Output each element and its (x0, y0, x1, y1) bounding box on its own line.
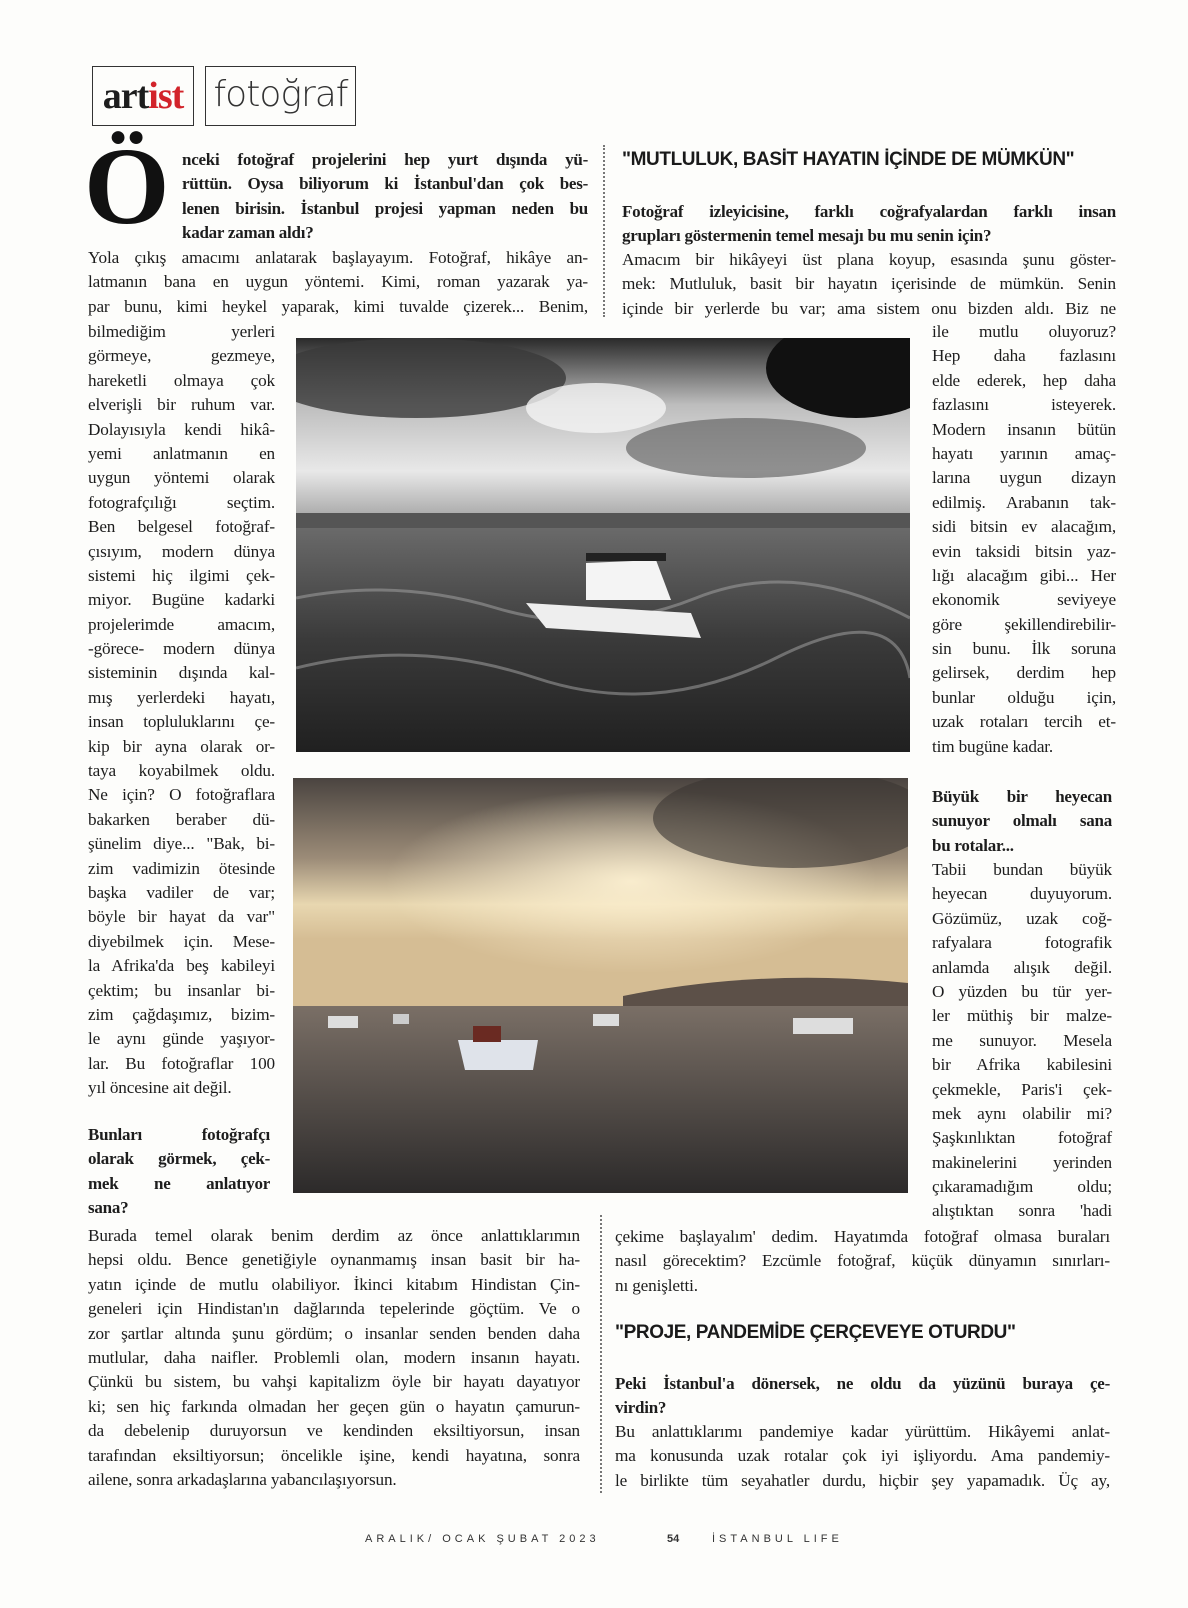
question-text (88, 1123, 270, 1221)
text-line: nceki fotoğraf projelerini hep yurt dışında yü- (182, 150, 588, 169)
text-line: hayatı yarının amaç- (932, 443, 1116, 463)
text-line: Çünkü bu sistem, bu vahşi kapitalizm öyle bir hayatı dayatıyor (88, 1372, 580, 1392)
text-line: alıştıktan sonra 'hadi (932, 1201, 1112, 1221)
text-line: mutlular, daha naifler. Problemli olan, modern insanın hayatı. (88, 1347, 580, 1367)
text-line: çektim; bu insanlar bi- (88, 980, 275, 1000)
text-line: grupları göstermenin temel mesajı bu mu senin için? (622, 226, 992, 246)
text-line: bilmediğim yerleri (88, 322, 275, 341)
text-line: yıl öncesine ait değil. (88, 1078, 232, 1098)
text-line: larına uygun dizayn (932, 468, 1116, 488)
text-line: elde ederek, hep daha (932, 370, 1116, 390)
text-line: sidi bitsin ev alacağım, (932, 517, 1116, 537)
text-line: da debelenip duruyorsun ve kendinden eksiltiyorsun, insan (88, 1421, 580, 1441)
text-line: kip bir ayna olarak or- (88, 736, 275, 756)
text-line: Hep daha fazlasını (932, 346, 1116, 366)
section-tag-artist (92, 66, 194, 126)
text-line: Amacım bir hikâyeyi üst plana koyup, esasında şunu göster- (622, 250, 1116, 269)
text-line: ile mutlu oluyoruz? (932, 322, 1116, 341)
text-line: sana? (88, 1198, 129, 1218)
text-line: bakarken beraber dü- (88, 809, 275, 829)
text-line: ki; sen hiç farkında olmadan her geçen gün o hayatın çamurun- (88, 1396, 580, 1416)
text-line: Burada temel olarak benim derdim az önce anlattıklarımın (88, 1226, 580, 1245)
text-line: makinelerini yerinden (932, 1152, 1112, 1172)
photo-stormy-bosphorus-boat (296, 338, 910, 752)
paragraph-text (88, 320, 275, 1101)
text-line: Gözümüz, uzak coğ- (932, 908, 1112, 928)
text-line: le aynı günde yaşıyor- (88, 1029, 275, 1049)
paragraph-text (88, 1224, 580, 1492)
text-line: diyebilmek için. Mese- (88, 931, 275, 951)
text-line: -görece- modern dünya (88, 639, 275, 659)
text-line: mek: Mutluluk, basit bir hayatın içerisinde de mümkün. Senin (622, 274, 1116, 294)
text-line: zim vadimizin ötesinde (88, 858, 275, 878)
text-line: sistemi hiç ilgimi çek- (88, 565, 275, 585)
text-line: Dolayısıyla kendi hikâ- (88, 419, 275, 439)
question-text (932, 785, 1112, 858)
text-line: le birlikte tüm seyahatler durdu, hiçbir şey yapamadık. Üç ay, (615, 1470, 1110, 1490)
text-line: edilmiş. Arabanın tak- (932, 492, 1116, 512)
text-line: fazlasını isteyerek. (932, 395, 1116, 415)
text-line: yatın içinde de mutlu olabiliyor. İkinci kitabım Hindistan Çin- (88, 1274, 580, 1294)
text-line: böyle bir hayat da var" (88, 907, 275, 927)
text-line: uzak rotaları tercih et- (932, 712, 1116, 732)
text-line: Modern insanın bütün (932, 419, 1116, 439)
text-line: lığı alacağım gibi... Her (932, 565, 1116, 585)
text-line: elverişli bir ruhum var. (88, 395, 275, 415)
question-text (615, 1372, 1110, 1421)
text-line: Yola çıkış amacımı anlatarak başlayayım. Fotoğraf, hikâye an- (88, 248, 588, 267)
text-line: rafyalara fotografik (932, 933, 1112, 953)
text-line: bir Afrika kabilesini (932, 1055, 1112, 1075)
text-line: projelerimde amacım, (88, 614, 275, 634)
text-line: ailene, sonra arkadaşlarına yabancılaşıyorsun. (88, 1469, 397, 1489)
text-line: kadar zaman aldı? (182, 223, 314, 243)
column-divider (603, 145, 605, 317)
text-line: hareketli olmaya çok (88, 370, 275, 390)
text-line: tarafından eksiltiyorsun; öncelikle işine, kendi hayatına, sonra (88, 1445, 580, 1465)
text-line: nı genişletti. (615, 1275, 698, 1295)
photo-sunset-bosphorus-boats (293, 778, 908, 1193)
text-line: mek ne anlatıyor (88, 1173, 270, 1193)
paragraph-text (932, 320, 1116, 759)
text-line: mış yerlerdeki hayatı, (88, 687, 275, 707)
footer-issue: ARALIK/ OCAK ŞUBAT 2023 (365, 1533, 600, 1545)
text-line: lar. Bu fotoğraflar 100 (88, 1053, 275, 1073)
text-line: heyecan duyuyorum. (932, 884, 1112, 904)
text-line: ma konusunda uzak rotalar çok iyi işliyordu. Ama pandemiy- (615, 1446, 1110, 1466)
photo-sunset-image (293, 778, 908, 1193)
text-line: virdin? (615, 1398, 667, 1418)
text-line: çekmekle, Paris'i çek- (932, 1079, 1112, 1099)
text-line: tim bugüne kadar. (932, 736, 1054, 756)
text-line: ekonomik seviyeye (932, 590, 1116, 610)
text-line: uygun yöntemi olarak (88, 468, 275, 488)
question-text (182, 148, 588, 246)
text-line: zor şartlar altında şunu gördüm; o insanlar senden benden daha (88, 1323, 580, 1343)
text-line: çısıyım, modern dünya (88, 541, 275, 561)
text-line: sin bunu. İlk soruna (932, 639, 1116, 659)
drop-cap: Ö (84, 125, 170, 247)
text-line: nasıl görecektim? Ezcümle fotoğraf, küçük dünyamın sınırları- (615, 1251, 1110, 1271)
text-line: miyor. Bugüne kadarki (88, 590, 275, 610)
text-line: latmanın bana en uygun yöntemi. Kimi, roman yazarak ya- (88, 272, 588, 292)
column-divider (600, 1215, 602, 1493)
page-number: 54 (667, 1533, 680, 1545)
text-line: fotografçılığı seçtim. (88, 492, 275, 512)
section-heading: "PROJE, PANDEMİDE ÇERÇEVEYE OTURDU" (615, 1322, 1016, 1343)
text-line: olarak görmek, çek- (88, 1149, 270, 1169)
paragraph-text (615, 1225, 1110, 1298)
paragraph-text (932, 858, 1112, 1224)
section-tag-text: art (102, 75, 149, 117)
text-line: Ne için? O fotoğraflara (88, 785, 275, 805)
text-line: sisteminin dışında kal- (88, 663, 275, 683)
question-text (622, 200, 1116, 249)
text-line: Şaşkınlıktan fotoğraf (932, 1128, 1112, 1148)
text-line: insan topluluklarını çe- (88, 712, 275, 732)
text-line: başka vadiler de var; (88, 882, 275, 902)
text-line: Tabii bundan büyük (932, 860, 1112, 879)
text-line: par bunu, kimi heykel yaparak, kimi tuvalde çizerek... Benim, (88, 296, 588, 316)
text-line: me sunuyor. Mesela (932, 1030, 1112, 1050)
section-tag-category: fotoğraf (205, 66, 356, 126)
text-line: Büyük bir heyecan (932, 787, 1112, 806)
text-line: görmeye, gezmeye, (88, 346, 275, 366)
text-line: hepsi oldu. Bence genetiğiyle oynanmamış insan basit bir ha- (88, 1250, 580, 1270)
text-line: rüttün. Oysa biliyorum ki İstanbul'dan çok bes- (182, 174, 588, 194)
text-line: anlamda alışık değil. (932, 957, 1112, 977)
text-line: evin taksidi bitsin yaz- (932, 541, 1116, 561)
text-line: ler müthiş bir malze- (932, 1006, 1112, 1026)
text-line: Peki İstanbul'a dönersek, ne oldu da yüzünü buraya çe- (615, 1374, 1110, 1393)
photo-stormy-image (296, 338, 910, 752)
text-line: çekime başlayalım' dedim. Hayatımda fotoğraf olmasa buraları (615, 1227, 1110, 1246)
text-line: bu rotalar... (932, 835, 1014, 855)
text-line: mek aynı olabilir mi? (932, 1103, 1112, 1123)
text-line: lenen birisin. İstanbul projesi yapman neden bu (182, 198, 588, 218)
paragraph-text (615, 1420, 1110, 1493)
text-line: O yüzden bu tür yer- (932, 981, 1112, 1001)
footer-magazine-name: İSTANBUL LIFE (712, 1533, 843, 1545)
section-tag-accent: ist (148, 75, 184, 117)
text-line: içinde bir yerlerde bu var; ama sistem onu bizden aldı. Biz ne (622, 298, 1116, 318)
text-line: Fotoğraf izleyicisine, farklı coğrafyalardan farklı insan (622, 202, 1116, 221)
text-line: bunlar olduğu için, (932, 687, 1116, 707)
text-line: şünelim diye... "Bak, bi- (88, 834, 275, 854)
paragraph-text (88, 246, 588, 319)
text-line: yemi anlatmanın en (88, 443, 275, 463)
text-line: Ben belgesel fotoğraf- (88, 517, 275, 537)
text-line: çıkaramadığım oldu; (932, 1177, 1112, 1197)
text-line: la Afrika'da beş kabileyi (88, 956, 275, 976)
text-line: gelirsek, derdim hep (932, 663, 1116, 683)
text-line: taya koyabilmek oldu. (88, 761, 275, 781)
paragraph-text (622, 248, 1116, 321)
section-heading: "MUTLULUK, BASİT HAYATIN İÇİNDE DE MÜMKÜN" (622, 149, 1075, 170)
text-line: geneleri için Hindistan'ın dağlarında tepelerinde göçtüm. Ve o (88, 1299, 580, 1319)
text-line: sunuyor olmalı sana (932, 811, 1112, 831)
text-line: Bunları fotoğrafçı (88, 1125, 270, 1144)
text-line: göre şekillendirebilir- (932, 614, 1116, 634)
text-line: Bu anlattıklarımı pandemiye kadar yürüttüm. Hikâyemi anlat- (615, 1422, 1110, 1441)
text-line: zim çağdaşımız, bizim- (88, 1004, 275, 1024)
